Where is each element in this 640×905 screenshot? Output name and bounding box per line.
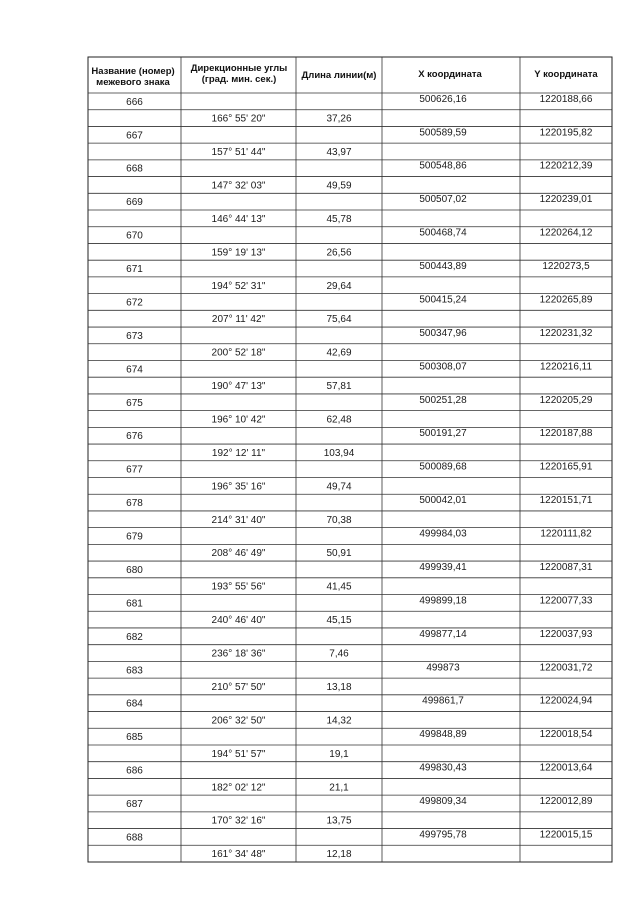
header-angle-line1: Дирекционные углы xyxy=(190,63,288,74)
x-coordinate: 499861,7 xyxy=(422,695,464,707)
direction-angle: 207° 11' 42" xyxy=(211,314,266,326)
point-name: 685 xyxy=(126,732,143,744)
y-coordinate: 1220216,11 xyxy=(539,361,593,373)
y-coordinate: 1220239,01 xyxy=(539,194,593,206)
x-coordinate: 499899,18 xyxy=(419,595,467,607)
x-coordinate: 500626,16 xyxy=(419,93,467,105)
x-coordinate: 500589,59 xyxy=(419,127,467,139)
line-length: 42,69 xyxy=(326,347,352,359)
line-length: 57,81 xyxy=(326,381,352,393)
direction-angle: 196° 35' 16" xyxy=(211,481,266,493)
header-name-line2: межевого знака xyxy=(96,77,170,88)
y-coordinate: 1220205,29 xyxy=(539,394,593,406)
y-coordinate: 1220013,64 xyxy=(539,762,593,774)
y-coordinate: 1220087,31 xyxy=(539,561,593,573)
point-name: 675 xyxy=(126,397,143,409)
line-length: 50,91 xyxy=(326,548,352,560)
point-name: 680 xyxy=(126,564,143,576)
line-length: 43,97 xyxy=(326,147,352,159)
point-name: 677 xyxy=(126,464,143,476)
point-name: 674 xyxy=(126,364,143,376)
line-length: 45,78 xyxy=(326,213,352,225)
line-length: 49,74 xyxy=(326,481,352,493)
x-coordinate: 500251,28 xyxy=(419,394,467,406)
x-coordinate: 500191,27 xyxy=(419,428,467,440)
direction-angle: 214° 31' 40" xyxy=(211,514,266,526)
line-length: 62,48 xyxy=(326,414,352,426)
x-coordinate: 500443,89 xyxy=(419,261,467,273)
direction-angle: 157° 51' 44" xyxy=(211,147,266,159)
direction-angle: 147° 32' 03" xyxy=(211,180,266,192)
line-length: 41,45 xyxy=(326,581,352,593)
x-coordinate: 500308,07 xyxy=(419,361,467,373)
point-name: 682 xyxy=(126,631,143,643)
y-coordinate: 1220195,82 xyxy=(539,127,593,139)
direction-angle: 193° 55' 56" xyxy=(211,581,266,593)
point-name: 686 xyxy=(126,765,143,777)
direction-angle: 192° 12' 11" xyxy=(211,447,266,459)
y-coordinate: 1220018,54 xyxy=(539,729,593,741)
x-coordinate: 500347,96 xyxy=(419,327,467,339)
y-coordinate: 1220037,93 xyxy=(539,628,593,640)
direction-angle: 200° 52' 18" xyxy=(211,347,266,359)
line-length: 14,32 xyxy=(326,715,352,727)
y-coordinate: 1220265,89 xyxy=(539,294,593,306)
y-coordinate: 1220165,91 xyxy=(539,461,593,473)
header-name-line1: Название (номер) xyxy=(91,66,175,77)
x-coordinate: 499939,41 xyxy=(419,561,467,573)
point-name: 687 xyxy=(126,798,143,810)
point-name: 683 xyxy=(126,665,143,677)
point-name: 678 xyxy=(126,498,143,510)
y-coordinate: 1220188,66 xyxy=(539,93,593,105)
y-coordinate: 1220031,72 xyxy=(539,662,593,674)
x-coordinate: 499848,89 xyxy=(419,729,467,741)
x-coordinate: 500468,74 xyxy=(419,227,467,239)
point-name: 679 xyxy=(126,531,143,543)
y-coordinate: 1220212,39 xyxy=(539,160,593,172)
direction-angle: 210° 57' 50" xyxy=(211,681,266,693)
direction-angle: 236° 18' 36" xyxy=(211,648,266,660)
direction-angle: 159° 19' 13" xyxy=(211,247,266,259)
line-length: 21,1 xyxy=(329,782,349,794)
point-name: 676 xyxy=(126,431,143,443)
y-coordinate: 1220111,82 xyxy=(540,528,592,540)
x-coordinate: 500415,24 xyxy=(419,294,467,306)
point-name: 670 xyxy=(126,230,143,242)
line-length: 26,56 xyxy=(326,247,352,259)
line-length: 13,75 xyxy=(326,815,352,827)
y-coordinate: 1220264,12 xyxy=(539,227,593,239)
point-name: 673 xyxy=(126,330,143,342)
point-name: 668 xyxy=(126,163,143,175)
line-length: 103,94 xyxy=(323,447,355,459)
direction-angle: 146° 44' 13" xyxy=(211,213,266,225)
direction-angle: 208° 46' 49" xyxy=(211,548,266,560)
table-header xyxy=(91,63,598,88)
direction-angle: 166° 55' 20" xyxy=(211,113,266,125)
line-length: 29,64 xyxy=(326,280,352,292)
y-coordinate: 1220187,88 xyxy=(539,428,593,440)
y-coordinate: 1220024,94 xyxy=(539,695,593,707)
point-name: 666 xyxy=(126,96,143,108)
line-length: 75,64 xyxy=(326,314,352,326)
line-length: 12,18 xyxy=(326,849,352,861)
direction-angle: 170° 32' 16" xyxy=(211,815,266,827)
point-name: 671 xyxy=(126,264,143,276)
header-length: Длина линии(м) xyxy=(301,70,377,81)
point-name: 672 xyxy=(126,297,143,309)
header-x: X координата xyxy=(418,69,482,80)
x-coordinate: 499795,78 xyxy=(419,829,467,841)
y-coordinate: 1220151,71 xyxy=(539,495,593,507)
direction-angle: 240° 46' 40" xyxy=(211,615,266,627)
direction-angle: 196° 10' 42" xyxy=(211,414,266,426)
direction-angle: 194° 51' 57" xyxy=(211,748,266,760)
x-coordinate: 500089,68 xyxy=(419,461,467,473)
y-coordinate: 1220077,33 xyxy=(539,595,593,607)
header-y: Y координата xyxy=(534,69,598,80)
x-coordinate: 499809,34 xyxy=(419,795,467,807)
direction-angle: 182° 02' 12" xyxy=(211,782,266,794)
x-coordinate: 499830,43 xyxy=(419,762,467,774)
table-frame xyxy=(88,57,612,862)
x-coordinate: 499984,03 xyxy=(419,528,467,540)
x-coordinate: 500042,01 xyxy=(419,495,467,507)
point-name: 684 xyxy=(126,698,143,710)
direction-angle: 194° 52' 31" xyxy=(211,280,266,292)
point-name: 667 xyxy=(126,130,143,142)
y-coordinate: 1220231,32 xyxy=(539,327,593,339)
point-name: 681 xyxy=(126,598,143,610)
line-length: 49,59 xyxy=(326,180,352,192)
direction-angle: 206° 32' 50" xyxy=(211,715,266,727)
point-name: 669 xyxy=(126,197,143,209)
x-coordinate: 500507,02 xyxy=(419,194,467,206)
line-length: 37,26 xyxy=(326,113,352,125)
line-length: 7,46 xyxy=(329,648,349,660)
y-coordinate: 1220273,5 xyxy=(542,261,590,273)
point-name: 688 xyxy=(126,832,143,844)
header-angle-line2: (град. мин. сек.) xyxy=(201,74,277,85)
line-length: 19,1 xyxy=(329,748,349,760)
x-coordinate: 499873 xyxy=(426,662,460,674)
direction-angle: 190° 47' 13" xyxy=(211,381,266,393)
x-coordinate: 500548,86 xyxy=(419,160,467,172)
line-length: 70,38 xyxy=(326,514,352,526)
y-coordinate: 1220012,89 xyxy=(539,795,593,807)
y-coordinate: 1220015,15 xyxy=(539,829,593,841)
line-length: 45,15 xyxy=(326,615,352,627)
table-grid xyxy=(88,57,612,862)
line-length: 13,18 xyxy=(326,681,352,693)
x-coordinate: 499877,14 xyxy=(419,628,467,640)
direction-angle: 161° 34' 48" xyxy=(211,849,266,861)
